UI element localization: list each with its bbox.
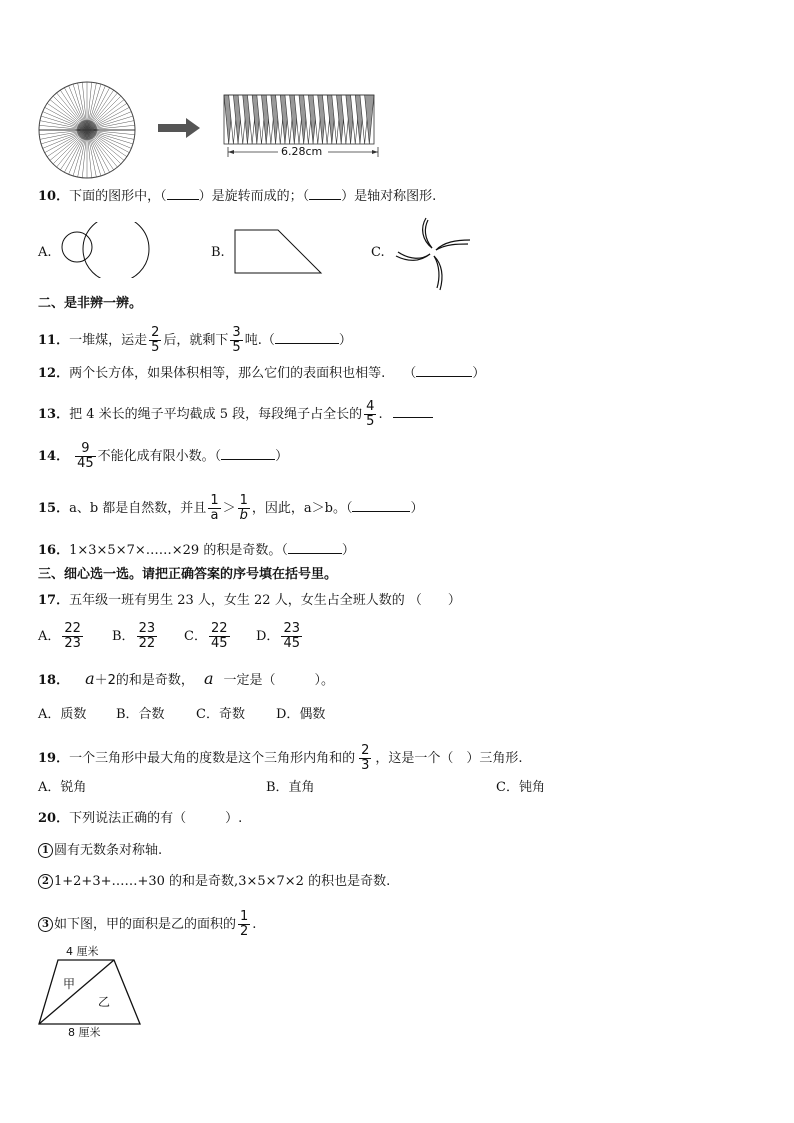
q11-number: 11． [38, 333, 70, 348]
q14-answer-blank[interactable] [221, 447, 275, 460]
q20-item-2-text: 1+2+3+……+30 的和是奇数,3×5×7×2 的积也是奇数. [54, 874, 391, 889]
q19-options [38, 780, 545, 796]
q17-b-denominator: 22 [138, 636, 156, 651]
section-3-title: 三、细心选一选。请把正确答案的序号填在括号里。 [38, 567, 338, 582]
q11-fraction-1 [149, 326, 161, 355]
question-18 [38, 671, 334, 689]
q13-answer-blank[interactable] [393, 405, 433, 418]
q18-options [38, 707, 325, 723]
q17-option-d-fraction [281, 622, 302, 651]
q14-text: 不能化成有限小数。（ [97, 449, 222, 464]
q20-number: 20． [38, 811, 70, 826]
q13-numerator: 4 [366, 399, 375, 414]
right-arrow-icon [158, 118, 202, 138]
q16-answer-blank[interactable] [288, 541, 342, 554]
q19-text-2: ，这是一个（ ）三角形. [375, 751, 523, 766]
q18-option-c[interactable]: C．奇数 [196, 707, 245, 722]
q11-f2-numerator: 3 [232, 325, 241, 340]
q17-b-numerator: 23 [138, 621, 156, 636]
question-14 [38, 442, 288, 471]
q16-close: ） [341, 543, 355, 558]
trapezoid-figure [36, 956, 144, 1028]
q11-text-3: 吨.（ [244, 333, 275, 348]
question-19 [38, 744, 523, 773]
q19-option-a[interactable]: A．锐角 [38, 780, 87, 795]
q18-var-a-2: a [203, 669, 214, 688]
q17-option-a-fraction [62, 622, 83, 651]
q17-options [38, 622, 304, 651]
q10-blank-2[interactable] [309, 187, 341, 200]
trapezoid-top-label: 4 厘米 [66, 945, 99, 958]
q17-c-denominator: 45 [210, 636, 228, 651]
q17-text: 五年级一班有男生 23 人，女生 22 人，女生占全班人数的 （ ） [69, 593, 461, 608]
q18-text-1: 的和是奇数， [115, 673, 194, 688]
question-11 [38, 326, 352, 355]
question-13 [38, 400, 433, 429]
q11-text-1: 一堆煤，运走 [69, 333, 148, 348]
q17-option-a[interactable] [38, 622, 112, 651]
q17-number: 17． [38, 593, 70, 608]
question-16 [38, 541, 355, 559]
q17-c-numerator: 22 [210, 621, 228, 636]
q17-option-d[interactable] [256, 622, 304, 651]
q10-option-b-label: B. [211, 245, 225, 260]
q14-numerator: 9 [75, 442, 96, 457]
q20-text: 下列说法正确的有（ ）. [69, 811, 243, 826]
q15-answer-blank[interactable] [352, 499, 410, 512]
q17-option-c-fraction [209, 622, 230, 651]
q11-f1-denominator: 5 [151, 340, 160, 355]
q17-option-b-label: B． [112, 629, 135, 644]
q17-option-d-label: D． [256, 629, 280, 644]
q15-number: 15． [38, 501, 70, 516]
q17-option-b[interactable] [112, 622, 184, 651]
q14-close: ） [275, 449, 289, 464]
q20-item-3-denominator: 2 [240, 924, 249, 939]
question-15 [38, 494, 423, 523]
q15-fraction-1 [208, 494, 220, 523]
q17-option-b-fraction [137, 622, 158, 651]
q18-var-a: a [85, 669, 95, 688]
q10-option-b-trapezoid [232, 227, 324, 277]
section-2-title: 二、是非辨一辨。 [38, 296, 143, 311]
circle-sector-figure [36, 80, 138, 180]
q14-fraction [75, 442, 96, 471]
q20-item-3 [38, 910, 256, 939]
q17-d-numerator: 23 [283, 621, 300, 636]
question-12 [38, 364, 485, 382]
q19-text-1: 一个三角形中最大角的度数是这个三角形内角和的 [69, 751, 356, 766]
q12-number: 12． [38, 366, 70, 381]
q20-item-2 [38, 874, 390, 890]
q15-f1-numerator: 1 [210, 493, 219, 508]
q12-answer-blank[interactable] [416, 364, 472, 377]
q11-text-2: 后，就剩下 [163, 333, 229, 348]
q14-denominator: 45 [77, 456, 94, 471]
q15-f2-numerator: 1 [239, 493, 248, 508]
q10-option-a-circles [60, 222, 152, 278]
q15-close: ） [410, 501, 424, 516]
q15-text-1: a、b 都是自然数，并且 [69, 501, 207, 516]
q20-item-1-text: 圆有无数条对称轴. [54, 843, 163, 858]
question-17 [38, 593, 461, 609]
q17-option-c-label: C． [184, 629, 207, 644]
q10-number: 10． [38, 189, 70, 204]
q19-numerator: 2 [361, 743, 370, 758]
q15-f2-denominator: b [239, 508, 248, 523]
strip-length-label: 6.28cm [281, 145, 323, 158]
q12-open: （ [403, 366, 417, 381]
q15-fraction-2 [238, 494, 250, 523]
q18-number: 18． [38, 673, 70, 688]
trapezoid-label-jia: 甲 [63, 977, 76, 991]
q18-option-d[interactable]: D．偶数 [276, 707, 326, 722]
question-10 [38, 187, 436, 205]
q18-option-b[interactable]: B．合数 [116, 707, 165, 722]
q17-a-numerator: 22 [64, 621, 81, 636]
q13-text: 把 4 米长的绳子平均截成 5 段，每段绳子占全长的 [69, 407, 363, 422]
q13-number: 13． [38, 407, 70, 422]
q10-option-c-pinwheel [392, 214, 476, 294]
question-20 [38, 811, 242, 827]
q19-option-c[interactable]: C．钝角 [496, 780, 545, 795]
q13-dot: . [378, 407, 383, 422]
q10-text-b: ）是旋转而成的；（ [198, 189, 310, 204]
q12-close: ） [472, 366, 486, 381]
q19-denominator: 3 [361, 758, 370, 773]
q16-text: 1×3×5×7×……×29 的积是奇数。（ [69, 543, 288, 558]
q12-text: 两个长方体，如果体积相等，那么它们的表面积也相等. [69, 366, 386, 381]
q20-item-3-fraction [238, 910, 250, 939]
q16-number: 16． [38, 543, 70, 558]
trapezoid-label-yi: 乙 [98, 995, 111, 1009]
q15-f1-denominator: a [210, 508, 219, 523]
q11-f1-numerator: 2 [151, 325, 160, 340]
q19-fraction [359, 744, 371, 773]
trapezoid-bottom-label: 8 厘米 [68, 1026, 101, 1039]
q20-item-3-text: 如下图，甲的面积是乙的面积的 [54, 917, 237, 932]
q17-a-denominator: 23 [64, 636, 81, 651]
q20-item-1-mark: 1 [38, 843, 53, 858]
q14-number: 14． [38, 449, 70, 464]
q10-text-c: ）是轴对称图形. [341, 189, 437, 204]
q20-item-2-mark: 2 [38, 874, 53, 889]
q10-text-a: 下面的图形中，（ [69, 189, 167, 204]
q11-text-4: ） [338, 333, 352, 348]
q20-item-3-numerator: 1 [240, 909, 249, 924]
q20-item-3-mark: 3 [38, 917, 53, 932]
q18-option-a[interactable]: A．质数 [38, 707, 87, 722]
q10-blank-1[interactable] [167, 187, 199, 200]
q20-item-3-end: . [252, 917, 257, 932]
q15-gt: ＞ [222, 501, 236, 516]
q13-fraction [364, 400, 376, 429]
q10-option-c-label: C. [371, 245, 385, 260]
q17-option-c[interactable] [184, 622, 256, 651]
q19-option-b[interactable]: B．直角 [266, 780, 315, 795]
q20-item-1 [38, 843, 162, 859]
q10-option-a-label: A. [38, 245, 52, 260]
q19-number: 19． [38, 751, 70, 766]
q18-plus-two: ＋2 [94, 673, 116, 688]
q17-d-denominator: 45 [283, 636, 300, 651]
q13-denominator: 5 [366, 414, 375, 429]
q11-answer-blank[interactable] [275, 331, 339, 344]
q17-option-a-label: A． [38, 629, 61, 644]
q11-f2-denominator: 5 [232, 340, 241, 355]
q15-text-2: ，因此，a＞b。（ [251, 501, 353, 516]
q11-fraction-2 [230, 326, 242, 355]
q18-text-2: 一定是（ ）。 [223, 673, 334, 688]
